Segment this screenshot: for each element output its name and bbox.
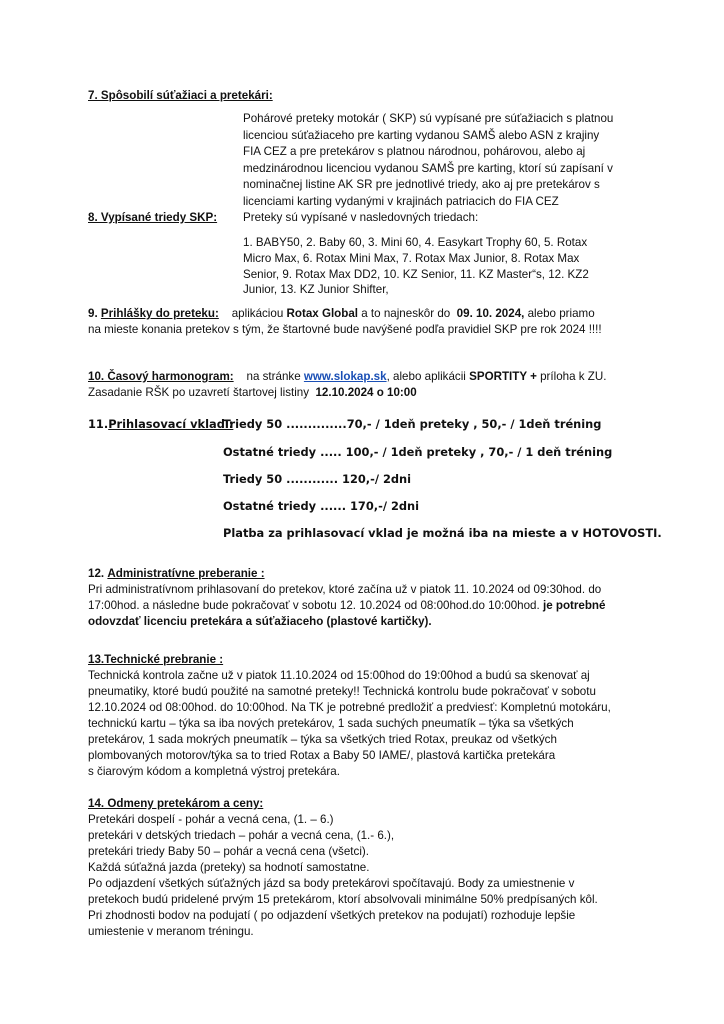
text-line: 1. BABY50, 2. Baby 60, 3. Mini 60, 4. Easykart Trophy 60, 5. Rotax: [243, 236, 588, 249]
emphasis: je potrebné: [542, 599, 606, 612]
text-line: [88, 385, 606, 401]
text-line: technickú kartu – týka sa iba nových pretekárov, 1 sada suchých pneumatík – týka sa všetkých: [88, 717, 574, 730]
section-8-body: [243, 235, 589, 298]
section-11-number: 11.: [88, 417, 109, 431]
section-11: [88, 416, 233, 432]
app-name: Rotax Global: [286, 307, 359, 320]
payment-note: [223, 525, 662, 541]
meeting-time: 12.10.2024 o 10:00: [315, 386, 417, 399]
section-7-body: [243, 111, 613, 211]
text-line: pneumatiky, ktoré budú použité na samotné preteky!! Technická kontrolu bude pokračovať v sobotu: [88, 685, 596, 698]
text-line: pretekári triedy Baby 50 – pohár a vecná cena (všetci).: [88, 845, 369, 858]
text-line: s čiarovým kódom a kompletná výstroj pretekára.: [88, 765, 340, 778]
text-line: pretekárov, 1 sada mokrých pneumatík – týka sa všetkých tried Rotax, preukaz od všetkých: [88, 733, 557, 746]
fee-text: Triedy 50 ..............70,- / 1deň preteky , 50,- / 1deň tréning: [223, 417, 602, 431]
section-14: [88, 796, 598, 940]
text-line: umiestenie v meranom tréningu.: [88, 925, 254, 938]
section-12-heading: Administratívne preberanie :: [107, 567, 265, 580]
section-12-title: [88, 566, 605, 582]
text-line: Pri zhodnosti bodov na podujatí ( po odjazdení všetkých pretekov na podujatí) rozhoduje lepšie: [88, 909, 576, 922]
text-line: FIA CEZ a pre pretekárov s platnou národnou, pohárovou, alebo aj: [243, 145, 586, 159]
text: a to najneskôr do: [361, 307, 451, 320]
payment-text: Platba za prihlasovací vklad je možná iba na mieste a v HOTOVOSTI.: [223, 526, 662, 540]
text-line: licenciou súťažiaceho pre karting vydanou SAMŠ alebo ASN z krajiny: [243, 128, 600, 142]
section-7: [88, 88, 273, 104]
text: aplikáciou: [231, 307, 284, 320]
text-line: Technická kontrola začne už v piatok 11.10.2024 od 15:00hod do 19:00hod a budú sa skenovať aj: [88, 669, 590, 682]
text-line: na mieste konania pretekov s tým, že štartovné bude navýšené podľa pravidiel SKP pre rok 2024 !!!!: [88, 323, 602, 336]
section-9: [88, 306, 602, 338]
text-line: pretekári v detských triedach – pohár a vecná cena, (1.- 6.),: [88, 829, 395, 842]
text: , alebo aplikácii: [386, 370, 466, 383]
section-10: [88, 369, 606, 401]
app-name: SPORTITY +: [469, 370, 537, 383]
deadline-date: 09. 10. 2024,: [456, 307, 525, 320]
classes-intro: Preteky sú vypísané v nasledovných triedach:: [243, 211, 479, 224]
fee-row: [223, 416, 601, 432]
section-14-heading: 14. Odmeny pretekárom a ceny:: [88, 797, 264, 810]
fee-text: Ostatné triedy ...... 170,-/ 2dni: [223, 499, 420, 513]
text-line: Každá súťažná jazda (preteky) sa hodnotí samostatne.: [88, 861, 370, 874]
section-9-heading: Prihlášky do preteku:: [100, 307, 219, 320]
section-12: [88, 566, 605, 630]
text-line: plombovaných motorov/týka sa to tried Rotax a Baby 50 IAME/, plastová kartička pretekára: [88, 749, 556, 762]
text: Zasadanie RŠK po uzavretí štartovej listiny: [88, 386, 310, 399]
section-8: [88, 210, 217, 226]
text-line: pretekoch budú pridelené prvým 15 pretekárom, ktorí absolvovali minimálne 50% predpísaných kôl.: [88, 893, 598, 906]
text: na stránke: [246, 370, 301, 383]
text-line: Micro Max, 6. Rotax Mini Max, 7. Rotax Max Junior, 8. Rotax Max: [243, 251, 580, 265]
text-line: Pohárové preteky motokár ( SKP) sú vypísané pre súťažiacich s platnou: [243, 112, 614, 125]
text: alebo priamo: [527, 307, 595, 320]
fee-text: Ostatné triedy ..... 100,- / 1deň preteky , 70,- / 1 deň tréning: [223, 445, 613, 459]
website-link[interactable]: www.slokap.sk: [303, 370, 387, 383]
fee-row: [223, 498, 419, 514]
text-line: Junior, 13. KZ Junior Shifter,: [243, 283, 389, 297]
text-line: medzinárodnou licenciou vydanou SAMŠ pre karting, ktorí sú zapísaní v: [243, 161, 613, 175]
text-line: [88, 598, 605, 614]
fee-row: [223, 471, 411, 487]
text-line: Po odjazdení všetkých súťažných jázd sa body pretekárovi spočítavajú. Body za umiestnenie v: [88, 877, 575, 890]
text-line: Senior, 9. Rotax Max DD2, 10. KZ Senior, 11. KZ Master“s, 12. KZ2: [243, 267, 589, 281]
section-7-heading: 7. Spôsobilí súťažiaci a pretekári:: [88, 89, 273, 102]
section-13-heading: 13.Technické prebranie :: [88, 653, 224, 666]
section-11-heading: Prihlasovací vklad :: [108, 417, 234, 431]
section-8-intro: [243, 210, 478, 226]
text: príloha k ZU.: [540, 370, 607, 383]
fee-text: Triedy 50 ............ 120,-/ 2dni: [223, 472, 412, 486]
section-8-heading: 8. Vypísané triedy SKP:: [88, 211, 218, 224]
text: 17:00hod. a následne bude pokračovať v sobotu 12. 10.2024 od 08:00hod.do 10:00hod.: [88, 599, 540, 612]
fee-row: [223, 444, 612, 460]
section-12-number: 12.: [88, 567, 105, 580]
section-13: [88, 652, 611, 780]
text-line: Pretekári dospelí - pohár a vecná cena, (1. – 6.): [88, 813, 334, 826]
section-10-heading: 10. Časový harmonogram:: [88, 370, 234, 383]
text-line: Pri administratívnom prihlasovaní do pretekov, ktoré začína už v piatok 11. 10.2024 od 09:30hod. do: [88, 583, 602, 596]
section-9-number: 9.: [88, 307, 98, 320]
text-line: 12.10.2024 od 08:00hod. do 10:00hod. Na TK je potrebné predložiť a predviesť: Kompletnú motokáru,: [88, 701, 611, 714]
text-line: nominačnej listine AK SR pre jednotlivé triedy, ako aj pre pretekárov s: [243, 178, 600, 192]
license-note: odovzdať licenciu pretekára a súťažiaceho (plastové kartičky).: [88, 615, 432, 628]
text-line: licenciami karting vydanými v krajinách patriacich do FIA CEZ: [243, 194, 559, 208]
